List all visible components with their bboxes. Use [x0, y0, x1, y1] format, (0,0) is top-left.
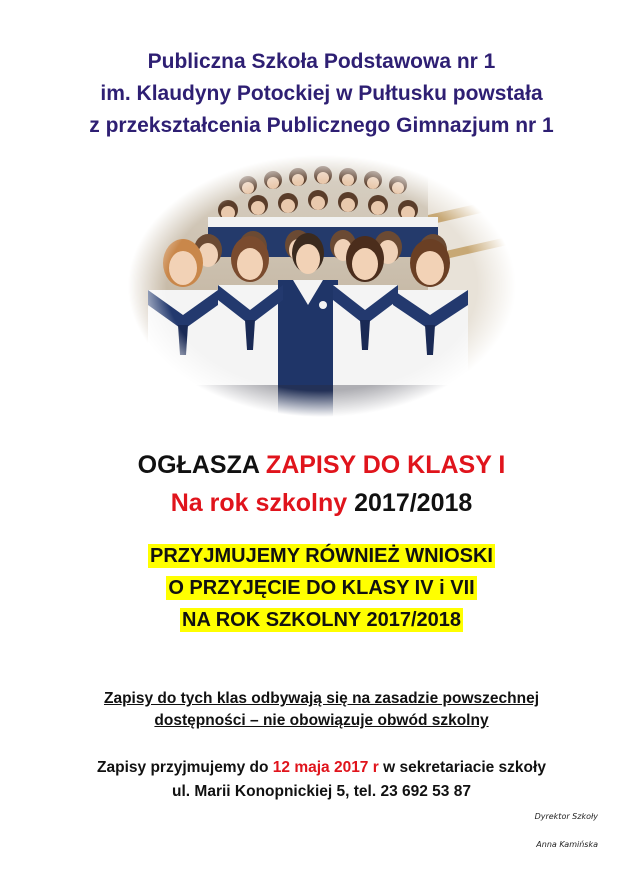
- enrollment-deadline: 12 maja 2017 r: [272, 759, 379, 776]
- header-line-3: z przekształcenia Publicznego Gimnazjum nr 1: [89, 114, 554, 137]
- highlight-line-3: NA ROK SZKOLNY 2017/2018: [182, 609, 461, 631]
- highlight-line-2: O PRZYJĘCIE DO KLASY IV i VII: [168, 577, 475, 599]
- enrollment-suffix: w sekretariacie szkoły: [378, 759, 546, 776]
- group-photo: [128, 155, 516, 417]
- header-line-2: im. Klaudyny Potockiej w Pułtusku powstała: [100, 82, 543, 105]
- announcement-line-1: [0, 446, 643, 484]
- announcement: [0, 446, 643, 522]
- announcement-verb: OGŁASZA: [137, 451, 266, 479]
- school-year-value: 2017/2018: [354, 489, 473, 517]
- header-line-1: Publiczna Szkoła Podstawowa nr 1: [147, 50, 496, 73]
- announcement-line-2: [0, 484, 643, 522]
- signature-name: Anna Kamińska: [536, 840, 598, 849]
- school-header: [0, 46, 643, 142]
- highlight-block: [0, 540, 643, 636]
- admission-note: [0, 688, 643, 732]
- school-year-label: Na rok szkolny: [170, 489, 355, 517]
- enrollment-deadline-line: [0, 756, 643, 780]
- note-line-2: dostępności – nie obowiązuje obwód szkolny: [154, 712, 489, 729]
- signature-title: Dyrektor Szkoły: [534, 812, 598, 821]
- enrollment-prefix: Zapisy przyjmujemy do: [97, 759, 273, 776]
- group-photo-image: [128, 155, 516, 417]
- note-line-1: Zapisy do tych klas odbywają się na zasadzie powszechnej: [103, 690, 539, 707]
- announcement-title: ZAPISY DO KLASY I: [265, 451, 506, 479]
- school-address: ul. Marii Konopnickiej 5, tel. 23 692 53 87: [172, 783, 471, 800]
- enrollment-info: [0, 756, 643, 804]
- highlight-line-1: PRZYJMUJEMY RÓWNIEŻ WNIOSKI: [150, 545, 493, 567]
